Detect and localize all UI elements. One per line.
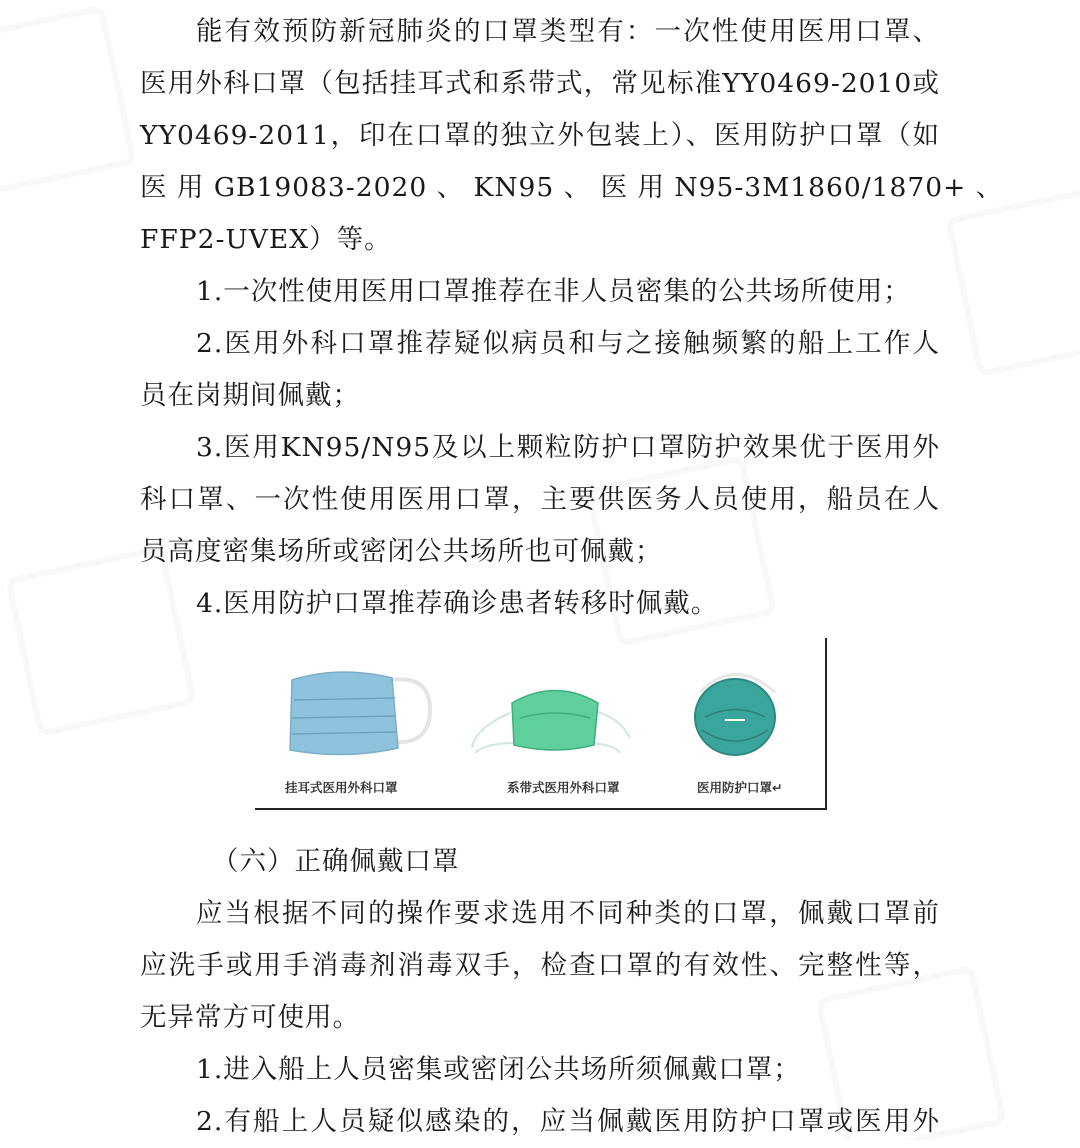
paragraph-line: 应洗手或用手消毒剂消毒双手，检查口罩的有效性、完整性等， bbox=[140, 950, 940, 981]
figure-label-respirator: 医用防护口罩↵ bbox=[697, 780, 783, 795]
list-item-continuation: 员高度密集场所或密闭公共场所也可佩戴； bbox=[140, 536, 663, 567]
paragraph-line: 医用外科口罩（包括挂耳式和系带式，常见标准YY0469-2010或 bbox=[140, 68, 940, 99]
section-title: （六）正确佩戴口罩 bbox=[212, 846, 460, 877]
paragraph-line: 无异常方可使用。 bbox=[140, 1002, 360, 1033]
list-item: 2.有船上人员疑似感染的，应当佩戴医用防护口罩或医用外 bbox=[196, 1106, 940, 1137]
list-item: 1.一次性使用医用口罩推荐在非人员密集的公共场所使用； bbox=[196, 276, 911, 307]
mask-body bbox=[290, 672, 398, 755]
ear-loop-mask-image bbox=[280, 660, 440, 770]
tie-mask-image bbox=[470, 673, 640, 783]
respirator-image bbox=[680, 662, 790, 772]
paragraph-line: FFP2-UVEX）等。 bbox=[140, 224, 392, 255]
mask-body bbox=[695, 679, 775, 755]
paragraph-line: 医 用 GB19083-2020 、 KN95 、 医 用 N95-3M1860/1870+ 、 bbox=[140, 172, 1004, 203]
mask-types-figure bbox=[255, 638, 827, 810]
list-item: 2.医用外科口罩推荐疑似病员和与之接触频繁的船上工作人 bbox=[196, 328, 940, 359]
paragraph-line: YY0469-2011，印在口罩的独立外包装上）、医用防护口罩（如 bbox=[140, 120, 940, 151]
mask-body bbox=[512, 691, 598, 751]
list-item: 1.进入船上人员密集或密闭公共场所须佩戴口罩； bbox=[196, 1054, 801, 1085]
paragraph-line: 能有效预防新冠肺炎的口罩类型有：一次性使用医用口罩、 bbox=[196, 16, 940, 47]
list-item: 4.医用防护口罩推荐确诊患者转移时佩戴。 bbox=[196, 588, 719, 619]
paragraph-line: 应当根据不同的操作要求选用不同种类的口罩，佩戴口罩前 bbox=[196, 898, 940, 929]
list-item: 3.医用KN95/N95及以上颗粒防护口罩防护效果优于医用外 bbox=[196, 432, 940, 463]
list-item-continuation: 员在岗期间佩戴； bbox=[140, 380, 360, 411]
figure-label-tie: 系带式医用外科口罩 bbox=[507, 780, 620, 795]
list-item-continuation: 科口罩、一次性使用医用口罩，主要供医务人员使用，船员在人 bbox=[140, 484, 940, 515]
figure-label-ear-loop: 挂耳式医用外科口罩 bbox=[285, 780, 398, 795]
